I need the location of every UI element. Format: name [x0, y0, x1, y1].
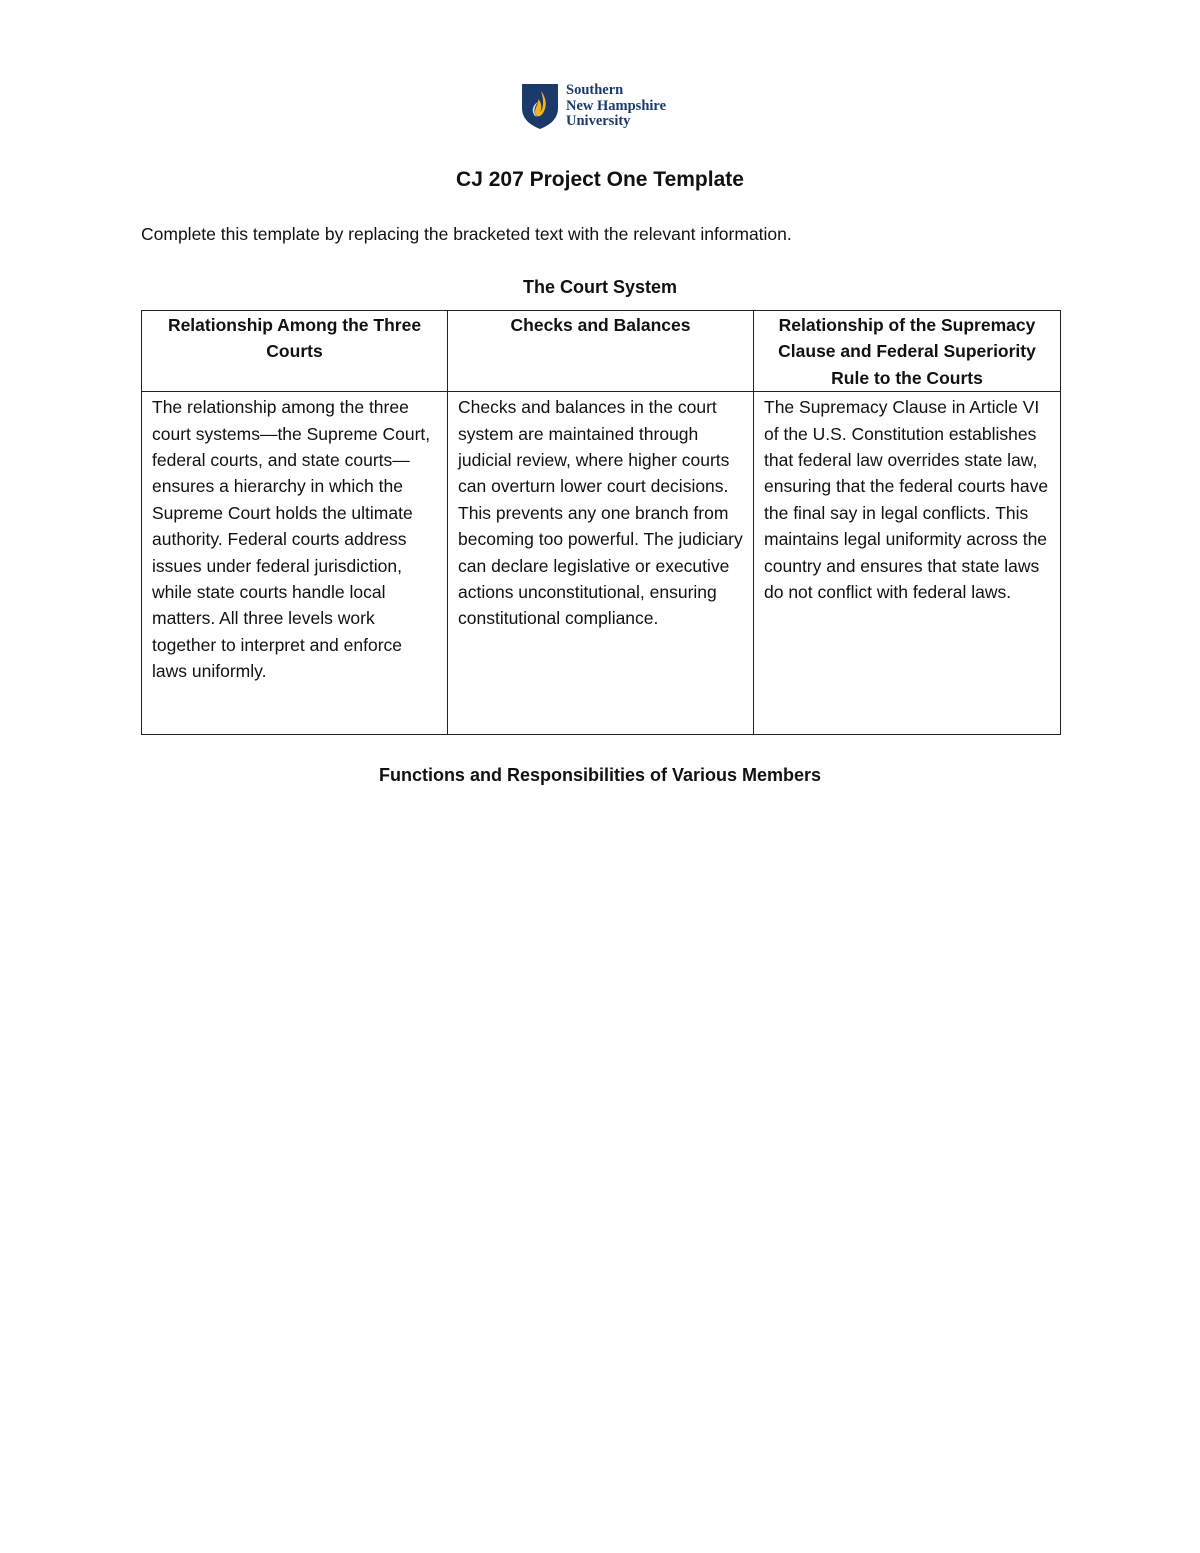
column-header-supremacy-clause: Relationship of the Supremacy Clause and Federal Superiority Rule to the Courts [754, 311, 1061, 392]
cell-checks-balances[interactable]: Checks and balances in the court system are maintained through judicial review, where higher courts can overturn lower court decisions. This prevents any one branch from becoming too powerful. The judiciary can declare legislative or executive actions unconstitutional, ensuring constitutional compliance. [448, 392, 754, 735]
table-header-row [142, 311, 1061, 392]
column-header-checks-balances: Checks and Balances [448, 311, 754, 392]
logo-line-3: University [566, 113, 631, 129]
university-logo [520, 82, 666, 130]
cell-supremacy-clause[interactable]: The Supremacy Clause in Article VI of the U.S. Constitution establishes that federal law overrides state law, ensuring that the federal courts have the final say in legal conflicts. This maintains legal uniformity across the country and ensures that state laws do not conflict with federal laws. [754, 392, 1061, 735]
flame-shield-icon [520, 82, 560, 130]
court-system-heading: The Court System [522, 277, 678, 297]
court-system-table [141, 310, 1061, 735]
instructions-text: Complete this template by replacing the bracketed text with the relevant information. [141, 224, 792, 244]
column-header-relationship: Relationship Among the Three Courts [142, 311, 448, 392]
logo-line-2: New Hampshire [566, 97, 667, 114]
document-title: CJ 207 Project One Template [456, 168, 744, 191]
logo-line-1: Southern [566, 82, 624, 98]
university-name [566, 83, 666, 130]
table-row [142, 392, 1061, 735]
functions-heading: Functions and Responsibilities of Various Members [378, 765, 822, 785]
cell-relationship[interactable]: The relationship among the three court systems—the Supreme Court, federal courts, and state courts—ensures a hierarchy in which the Supreme Court holds the ultimate authority. Federal courts address issues under federal jurisdiction, while state courts handle local matters. All three levels work together to interpret and enforce laws uniformly. [142, 392, 448, 735]
